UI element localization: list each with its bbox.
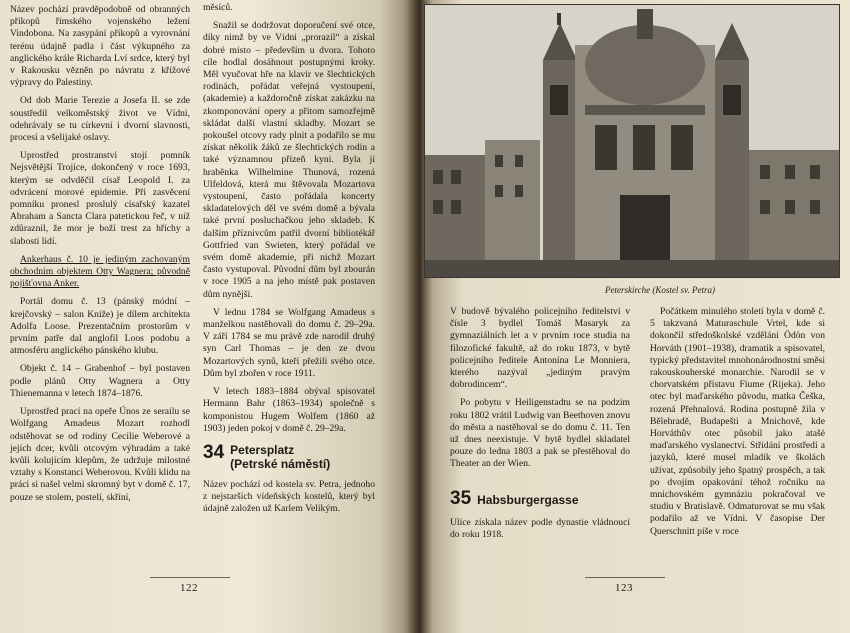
right-column-2 [650,306,825,544]
section-number: 34 [203,441,225,463]
left-column-2 [203,2,375,522]
paragraph: Uprostřed prostranství stojí pomník Nejsvětější Trojice, dokončený v roce 1693, kterým se odvděčil císař Leopold I. za odvrácení morové epidemie. Při zasvěcení pomníku pronesl proslulý císařský kazatel Abraham a Sancta Clara patetickou řeč, v níž zdůraznil, že mor je boží trest za hříchy a slabosti lidí. [10,150,190,247]
section-number: 35 [450,487,472,509]
paragraph: V budově bývalého policejního ředitelství v čísle 3 bydlel Tomáš Masaryk za gymnaziálních let a v prvním roce studia na filozofické fakultě, až do roku 1873, v bytě policejního ředitele Antonína Le Monniera, kterého nazýval „jediným pravým dobrodincem“. [450,306,630,391]
page-number-rule [150,577,230,578]
left-column-1 [10,4,190,510]
paragraph: Uprostřed prací na opeře Únos ze serailu se Wolfgang Amadeus Mozart rozhodl odstěhovat se od rodiny Cecilie Weberové a jejích dcer, kvůli otcovým výhradám a také kvůli kolujícím klepům, že udržuje milostné vztahy s Konstanci Weberovou. Kvůli klidu na práci si našel velmi skromný byt v domě č. 17, pouze se stolem, postelí, skříní, [10,406,190,503]
left-page [0,0,420,633]
page-number: 122 [180,582,198,594]
paragraph-grabenhof: Objekt č. 14 – Grabenhof – byl postaven podle plánů Otty Wagnera a Otty Thienemanna v letech 1874–1876. [10,363,190,399]
gutter-shadow [380,0,420,633]
paragraph: Název pochází od kostela sv. Petra, jednoho z nejstarších vídeňských kostelů, který byl údajně založen už Karlem Velikým. [203,478,375,515]
section-title-line1: Petersplatz [230,442,295,457]
right-column-1 [450,306,630,547]
section-title-line2: (Petrské náměstí) [230,456,331,471]
section-title: Habsburgergasse [477,492,579,507]
paragraph: měsíců. [203,2,233,13]
paragraph: Snažil se dodržovat doporučení své otce, díky nimž by ve Vídni „prorazil“ a získal dobré místo – především u dvora. Tohoto cíle hodlal dosáhnout postupnými kroky. Měl vyučovat hře na klavír ve šlechtických rodinách, pořádat veřejná vystoupení, (akademie) a každoročně získat zakázku na zkomponování opery a přitom samozřejmě skládat další vlastní skladby. Mozart se pokoušel otcovy rady plnit a podařilo se mu získat několik žáků ze šlechtických rodin a také významnou přízeň kyni. Byla jí hraběnka Wilhelmine Thunová, rozená Ulfeldová, která mu štěvovala Mozartova vystoupení, často pořádala koncerty skladatelových děl ve svém domě a bývala také první posluchačkou jeho skladeb. K dalším příznivcům patřil dvorní bibliotékář Gottfried van Swieten, který pořádal ve svém domě akademie, při nichž Mozart často vystupoval. Původní dům byl zbourán v roce 1905 a na jeho místě pak postaven dům nynější. [203,20,375,300]
paragraph: Po pobytu v Heiligenstadtu se na podzim roku 1802 vrátil Ludwig van Beethoven znovu do města a nastěhoval se do domu č. 11. Ten už dnes neexistuje. V bytě bydlel skladatel pouze do ledna 1803 a pak se přestěhoval do Theater an der Wien. [450,397,630,470]
paragraph: Počátkem minulého století byla v domě č. 5 takzvaná Maturaschule Vrtel, kde si dokončil středoškolské vzdělání Ödön von Horváth (1901–1938), dramatik a spisovatel, typický představitel mnohonárodnostní směsi rakouskouherské monarchie. Narodil se v chorvatském přístavu Fiume (Rijeka). Jeho otec byl maďarského původu, matka Češka, rozená Přehnalová. Rodina postupně žila v Bělehradě, Budapešti a Mnichově, kde Horváthův otec působil jako atašé maďarského vyslanectví. Střídání prostředí a jazyků, které musel mladík ve školách užívat, způsobily jeho špatný prospěch, a tak po dvojím opakování téhož ročníku na mnichovském gymnáziu pokračoval ve studiu v Bratislavě. Odmaturovat se mu však podařilo až ve Vídni. V časopise Der Querschnitt píše v roce [650,306,825,537]
paragraph: Název pochází pravděpodobně od obranných příkopů římského vojenského ležení Vindobona. Na zasypání příkopů a vyrovnání terénu údajně padla i část výkupného za anglického krále Richarda Lví srdce, který byl v Rakousku vězněn po návratu z křížové výpravy do Palestiny. [10,4,190,89]
section-heading-34 [203,443,375,471]
right-page [420,0,850,633]
section-heading-35 [450,489,630,509]
paragraph: Od dob Marie Terezie a Josefa II. se zde soustředil velkoměstský život ve Vídni, odehrávaly se tu církevní i dvorní slavnosti, procesí a všeliјaké oslavy. [10,95,190,144]
page-number: 123 [615,582,633,594]
paragraph-portal: Portál domu č. 13 (pánský módní – krejčovský – salon Kníže) je dílem architekta Adolfa Loose. Prezentačním prostorům v prvním patře dal anglofil Loos podobu a atmosféru anglického pánského klubu. [10,296,190,357]
peterskirche-illustration [425,5,839,277]
paragraph-ankerhaus: Ankerhaus č. 10 je jediným zachovaným obchodním objektem Otty Wagnera; původně pojišťovna Anker. [10,253,190,290]
page-number-rule [585,577,665,578]
church-photo [424,4,840,278]
section-title [230,443,330,471]
paragraph: Ulice získala název podle dynastie vládnoucí do roku 1918. [450,516,630,540]
photo-caption: Peterskirche (Kostel sv. Petra) [605,285,715,295]
paragraph: V lednu 1784 se Wolfgang Amadeus s manželkou nastěhovali do domu č. 29–29a. V září 1784 se mu právě zde narodil druhý syn Carl Thomas – je den ze dvou Mozartových synů, kteří přežili svého otce. Dům byl zbořen v roce 1911. [203,306,375,379]
paragraph: V letech 1883–1884 obýval spisovatel Hermann Bahr (1863–1934) společně s komponistou Hugem Wolfem (1860 až 1903) jeden pokoj v domě č. 29–29a. [203,386,375,434]
